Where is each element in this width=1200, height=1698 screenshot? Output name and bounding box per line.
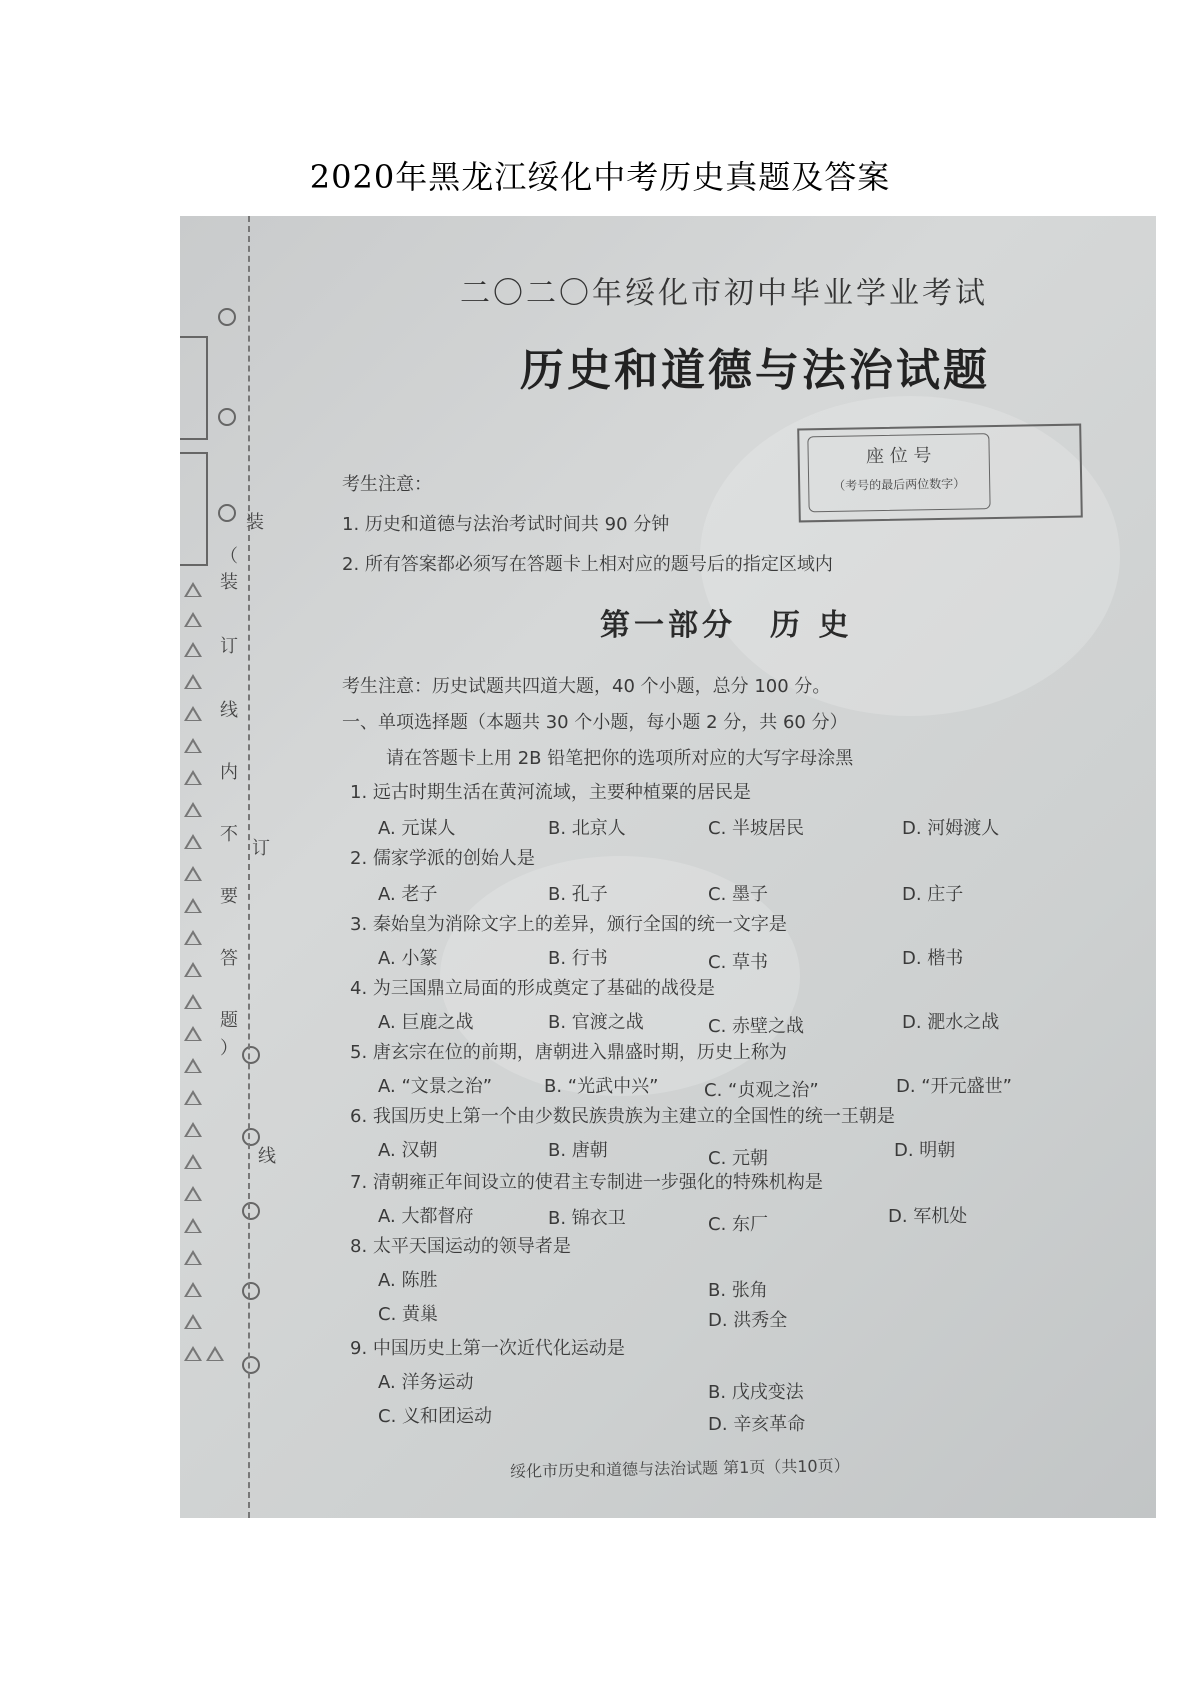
option-b: B. “光武中兴” <box>544 1076 659 1097</box>
triangle-mark <box>184 994 202 1009</box>
binding-char: 不 <box>220 824 238 845</box>
binding-char: 装 <box>220 572 238 593</box>
binding-hole <box>242 1202 260 1220</box>
option-c: C. 义和团运动 <box>378 1406 493 1427</box>
option-a: A. 洋务运动 <box>378 1372 474 1393</box>
question-stem: 1. 远古时期生活在黄河流域，主要种植粟的居民是 <box>350 782 751 803</box>
triangle-mark <box>184 770 202 785</box>
notice-item: 2. 所有答案都必须写在答题卡上相对应的题号后的指定区域内 <box>342 554 833 575</box>
triangle-mark <box>184 1314 202 1329</box>
binding-char: 装 <box>246 512 264 533</box>
question-stem: 8. 太平天国运动的领导者是 <box>350 1236 571 1257</box>
option-b: B. 张角 <box>708 1280 768 1301</box>
triangle-mark <box>184 1186 202 1201</box>
option-c: C. 东厂 <box>708 1214 769 1235</box>
info-box-bottom <box>180 452 208 566</box>
question-stem: 9. 中国历史上第一次近代化运动是 <box>350 1338 625 1359</box>
option-a: A. 元谋人 <box>378 818 456 839</box>
document-title: 2020年黑龙江绥化中考历史真题及答案 <box>309 158 891 196</box>
option-a: A. 老子 <box>378 884 438 905</box>
triangle-mark <box>206 1346 224 1361</box>
binding-char: 订 <box>220 636 238 657</box>
binding-char: （ <box>220 546 238 567</box>
triangle-mark <box>184 962 202 977</box>
binding-char: 要 <box>220 886 238 907</box>
binding-hole <box>242 1046 260 1064</box>
option-b: B. 锦衣卫 <box>548 1208 626 1229</box>
notice-heading: 考生注意： <box>342 474 432 495</box>
exam-header: 二〇二〇年绥化市初中毕业学业考试 <box>460 276 988 311</box>
binding-char: ） <box>220 1038 238 1059</box>
exam-paper-scan <box>180 216 1156 1518</box>
question-stem: 5. 唐玄宗在位的前期，唐朝进入鼎盛时期，历史上称为 <box>350 1042 787 1063</box>
triangle-mark <box>184 1346 202 1361</box>
page-footer: 绥化市历史和道德与法治试题 第1页（共10页） <box>509 1456 850 1481</box>
option-d: D. 明朝 <box>894 1140 956 1161</box>
option-b: B. 孔子 <box>548 884 608 905</box>
seat-number-box <box>797 424 1083 523</box>
option-d: D. 淝水之战 <box>902 1012 1000 1033</box>
option-a: A. 陈胜 <box>378 1270 438 1291</box>
option-d: D. 军机处 <box>888 1206 968 1227</box>
triangle-mark <box>184 834 202 849</box>
binding-margin <box>180 216 290 1518</box>
triangle-mark <box>184 930 202 945</box>
triangle-mark <box>184 1154 202 1169</box>
option-a: A. 汉朝 <box>378 1140 438 1161</box>
triangle-mark <box>184 642 202 657</box>
triangle-mark <box>184 1026 202 1041</box>
binding-char: 答 <box>220 948 238 969</box>
triangle-mark <box>184 1282 202 1297</box>
option-b: B. 行书 <box>548 948 608 969</box>
option-a: A. 小篆 <box>378 948 438 969</box>
triangle-mark <box>184 1058 202 1073</box>
triangle-mark <box>184 1250 202 1265</box>
triangle-mark <box>184 898 202 913</box>
question-stem: 7. 清朝雍正年间设立的使君主专制进一步强化的特殊机构是 <box>350 1172 823 1193</box>
triangle-mark <box>184 802 202 817</box>
triangle-mark <box>184 582 202 597</box>
option-b: B. 唐朝 <box>548 1140 608 1161</box>
option-b: B. 戊戌变法 <box>708 1382 804 1403</box>
question-stem: 2. 儒家学派的创始人是 <box>350 848 535 869</box>
option-d: D. 河姆渡人 <box>902 818 1000 839</box>
triangle-mark <box>184 674 202 689</box>
option-a: A. 大都督府 <box>378 1206 474 1227</box>
option-c: C. 黄巢 <box>378 1304 439 1325</box>
option-d: D. 庄子 <box>902 884 964 905</box>
info-box-top <box>180 336 208 440</box>
notice-item: 1. 历史和道德与法治考试时间共 90 分钟 <box>342 514 670 535</box>
binding-hole <box>242 1282 260 1300</box>
part-one-heading: 一、单项选择题（本题共 30 个小题，每小题 2 分，共 60 分） <box>342 712 848 733</box>
triangle-mark <box>184 738 202 753</box>
binding-char: 线 <box>220 700 238 721</box>
binding-cut-line <box>248 216 250 1518</box>
exam-title: 历史和道德与法治试题 <box>520 345 990 396</box>
binding-hole <box>242 1356 260 1374</box>
part-one-instruction: 请在答题卡上用 2B 铅笔把你的选项所对应的大写字母涂黑 <box>386 748 854 769</box>
triangle-mark <box>184 612 202 627</box>
binding-char: 线 <box>258 1146 276 1167</box>
binding-char: 题 <box>220 1010 238 1031</box>
option-c: C. “贞观之治” <box>704 1080 819 1101</box>
option-d: D. 洪秀全 <box>708 1310 788 1331</box>
option-b: B. 北京人 <box>548 818 626 839</box>
triangle-mark <box>184 1218 202 1233</box>
option-d: D. “开元盛世” <box>896 1076 1012 1097</box>
option-d: D. 楷书 <box>902 948 964 969</box>
seat-label: 座 位 号 <box>865 445 932 468</box>
option-c: C. 墨子 <box>708 884 769 905</box>
section-title: 第一部分 历 史 <box>600 608 853 643</box>
triangle-mark <box>184 1090 202 1105</box>
option-a: A. “文景之治” <box>378 1076 493 1097</box>
question-stem: 4. 为三国鼎立局面的形成奠定了基础的战役是 <box>350 978 715 999</box>
binding-char: 订 <box>252 838 270 859</box>
option-c: C. 赤壁之战 <box>708 1016 805 1037</box>
triangle-mark <box>184 706 202 721</box>
seat-label-frame <box>807 433 990 512</box>
history-notice: 考生注意：历史试题共四道大题，40 个小题，总分 100 分。 <box>342 676 831 697</box>
triangle-mark <box>184 1122 202 1137</box>
binding-hole <box>218 408 236 426</box>
triangle-mark <box>184 866 202 881</box>
question-stem: 3. 秦始皇为消除文字上的差异，颁行全国的统一文字是 <box>350 914 787 935</box>
option-c: C. 元朝 <box>708 1148 769 1169</box>
option-c: C. 半坡居民 <box>708 818 805 839</box>
seat-note: （考号的最后两位数字） <box>833 476 966 493</box>
binding-hole <box>218 308 236 326</box>
option-a: A. 巨鹿之战 <box>378 1012 474 1033</box>
option-d: D. 辛亥革命 <box>708 1414 806 1435</box>
question-stem: 6. 我国历史上第一个由少数民族贵族为主建立的全国性的统一王朝是 <box>350 1106 895 1127</box>
option-c: C. 草书 <box>708 952 769 973</box>
binding-char: 内 <box>220 762 238 783</box>
option-b: B. 官渡之战 <box>548 1012 644 1033</box>
binding-hole <box>218 504 236 522</box>
